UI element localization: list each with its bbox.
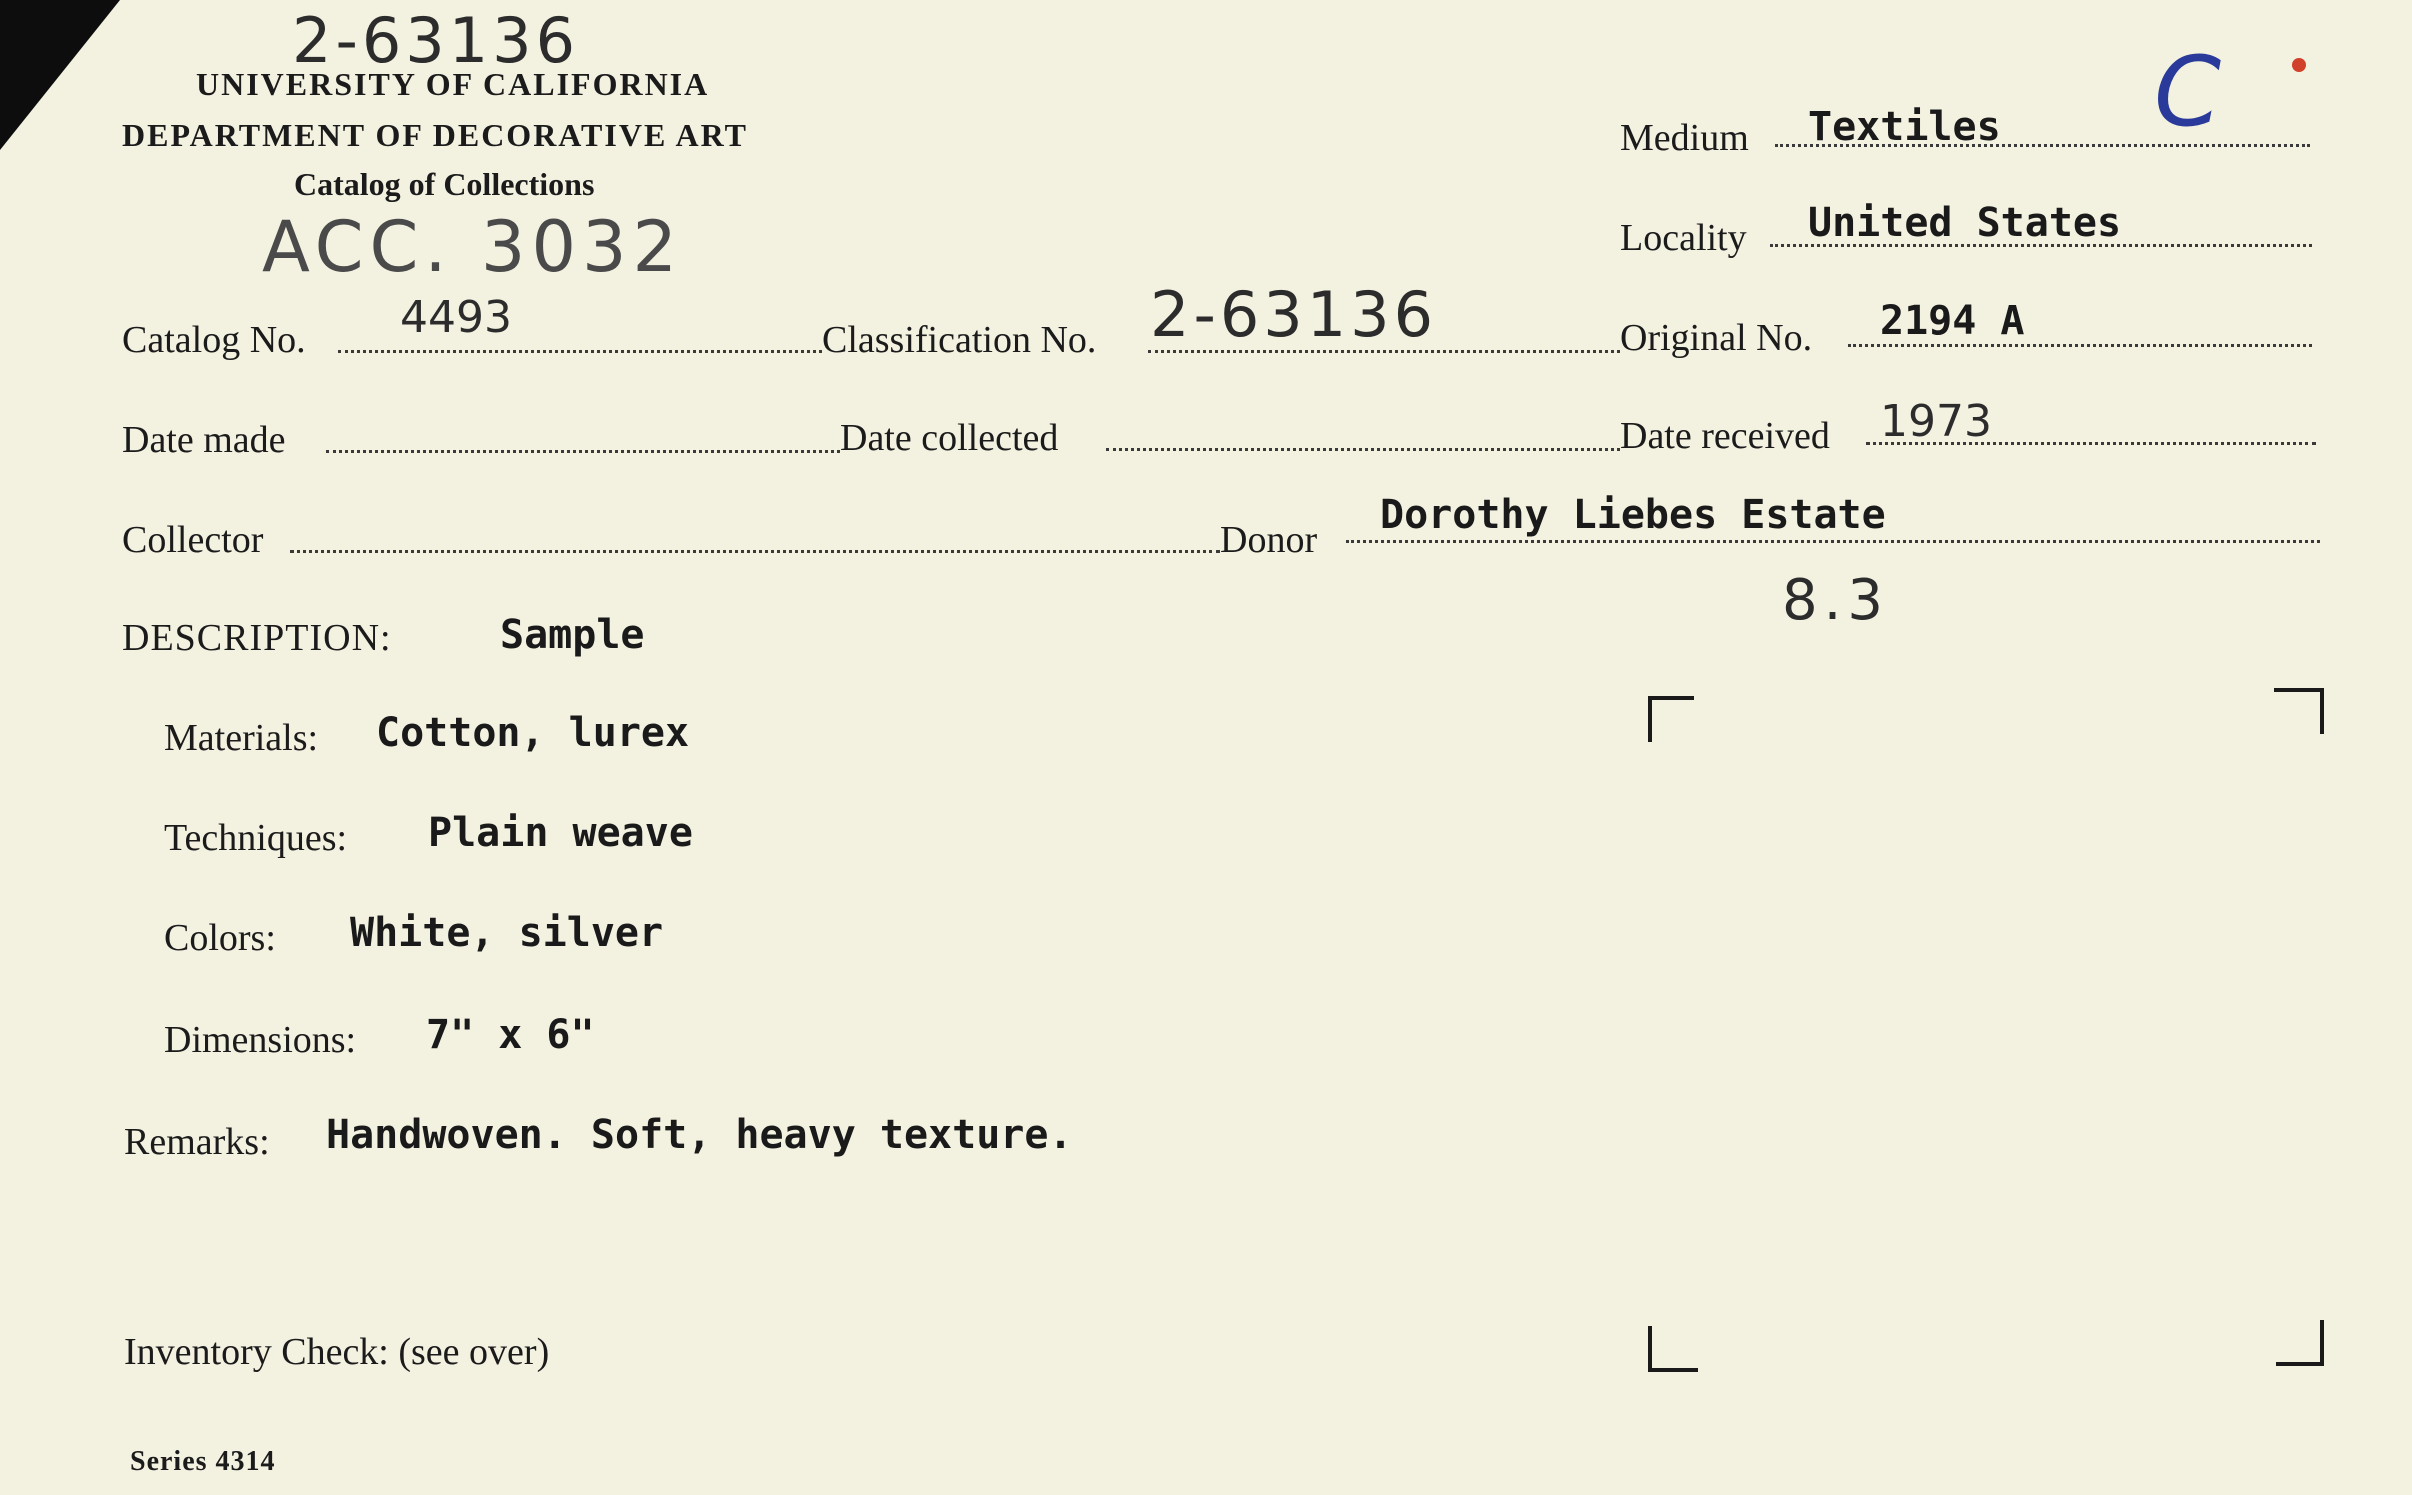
description-value: Sample <box>500 612 645 658</box>
donor-value: Dorothy Liebes Estate <box>1380 492 1886 538</box>
handwritten-note: 8.3 <box>1782 568 1890 633</box>
dimensions-value: 7" x 6" <box>426 1012 595 1058</box>
remarks-label: Remarks: <box>124 1121 270 1163</box>
series-label: Series 4314 <box>130 1446 276 1477</box>
original-no-label: Original No. <box>1620 317 1813 359</box>
dimensions-label: Dimensions: <box>164 1019 357 1061</box>
department-heading: DEPARTMENT OF DECORATIVE ART <box>122 117 748 153</box>
catalog-no-value: 4493 <box>400 292 512 343</box>
collector-label: Collector <box>122 519 264 561</box>
medium-label: Medium <box>1620 117 1749 159</box>
collector-line <box>290 550 1220 553</box>
handwritten-number-top: 2-63136 <box>292 4 580 77</box>
techniques-value: Plain weave <box>428 810 693 856</box>
original-no-line <box>1848 344 2312 347</box>
date-made-label: Date made <box>122 419 286 461</box>
donor-line <box>1346 540 2320 543</box>
locality-label: Locality <box>1620 217 1747 259</box>
materials-label: Materials: <box>164 717 319 759</box>
bracket-top-left <box>1648 696 1694 742</box>
date-received-value: 1973 <box>1880 396 1992 447</box>
techniques-label: Techniques: <box>164 817 348 859</box>
remarks-value: Handwoven. Soft, heavy texture. <box>326 1112 1073 1158</box>
classification-no-label: Classification No. <box>822 319 1097 361</box>
colors-value: White, silver <box>350 910 664 956</box>
date-collected-label: Date collected <box>840 417 1059 459</box>
handwritten-acc-number: ACC. 3032 <box>262 206 684 288</box>
bracket-top-right <box>2274 688 2324 734</box>
materials-value: Cotton, lurex <box>376 710 690 756</box>
date-received-label: Date received <box>1620 415 1830 457</box>
medium-value: Textiles <box>1808 104 2001 150</box>
original-no-value: 2194 A <box>1880 298 2025 344</box>
description-label: DESCRIPTION: <box>122 617 392 659</box>
catalog-no-label: Catalog No. <box>122 319 306 361</box>
torn-corner <box>0 0 120 150</box>
bracket-bottom-right <box>2276 1320 2324 1366</box>
red-dot <box>2292 58 2306 72</box>
handwritten-mark-c: C <box>2154 36 2222 148</box>
university-heading: UNIVERSITY OF CALIFORNIA <box>196 66 710 102</box>
bracket-bottom-left <box>1648 1326 1698 1372</box>
inventory-check: Inventory Check: (see over) <box>124 1331 550 1373</box>
locality-value: United States <box>1808 200 2122 246</box>
date-collected-line <box>1106 448 1620 451</box>
catalog-heading: Catalog of Collections <box>294 166 595 202</box>
colors-label: Colors: <box>164 917 276 959</box>
catalog-no-line <box>338 350 822 353</box>
donor-label: Donor <box>1220 519 1318 561</box>
classification-no-value: 2-63136 <box>1150 278 1438 351</box>
date-made-line <box>326 450 840 453</box>
